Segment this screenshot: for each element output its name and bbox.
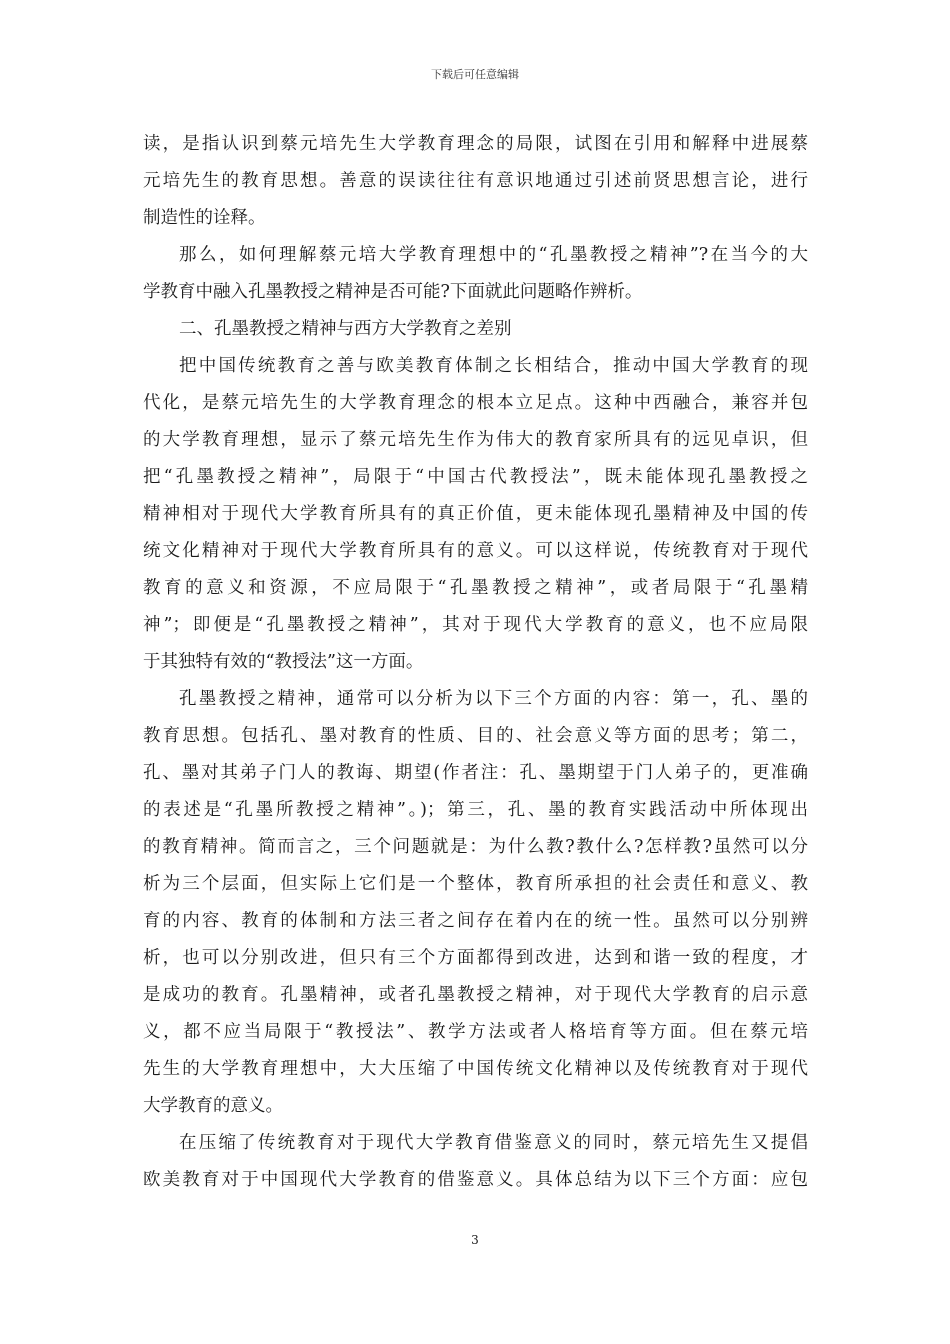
page-header: 下载后可任意编辑 [431, 68, 519, 81]
text-line: 把“孔墨教授之精神”，局限于“中国古代教授法”，既未能体现孔墨教授之 [143, 467, 808, 487]
text-line: 代化，是蔡元培先生的大学教育理念的根本立足点。这种中西融合，兼容并包 [143, 393, 808, 413]
text-line: 神”；即便是“孔墨教授之精神”，其对于现代大学教育的意义，也不应局限 [143, 615, 808, 635]
text-line: 育的内容、教育的体制和方法三者之间存在着内在的统一性。虽然可以分别辨 [143, 911, 808, 931]
text-line: 把中国传统教育之善与欧美教育体制之长相结合，推动中国大学教育的现 [179, 356, 808, 376]
text-line: 义，都不应当局限于“教授法”、教学方法或者人格培育等方面。但在蔡元培 [143, 1022, 808, 1042]
text-line: 于其独特有效的“教授法”这一方面。 [143, 652, 424, 672]
text-line: 学教育中融入孔墨教授之精神是否可能?下面就此问题略作辨析。 [143, 282, 643, 302]
text-line: 元培先生的教育思想。善意的误读往往有意识地通过引述前贤思想言论，进行 [143, 171, 808, 191]
text-line: 的大学教育理想，显示了蔡元培先生作为伟大的教育家所具有的远见卓识，但 [143, 430, 808, 450]
text-line: 那么，如何理解蔡元培大学教育理想中的“孔墨教授之精神”?在当今的大 [179, 245, 808, 265]
text-line: 是成功的教育。孔墨精神，或者孔墨教授之精神，对于现代大学教育的启示意 [143, 985, 808, 1005]
text-line: 欧美教育对于中国现代大学教育的借鉴意义。具体总结为以下三个方面：应包 [143, 1170, 808, 1190]
text-line: 孔墨教授之精神，通常可以分析为以下三个方面的内容：第一，孔、墨的 [179, 689, 808, 709]
text-line: 析为三个层面，但实际上它们是一个整体，教育所承担的社会责任和意义、教 [143, 874, 808, 894]
section-heading: 二、孔墨教授之精神与西方大学教育之差别 [179, 319, 512, 339]
page-number: 3 [471, 1233, 479, 1247]
text-line: 大学教育的意义。 [143, 1096, 283, 1116]
text-line: 析，也可以分别改进，但只有三个方面都得到改进，达到和谐一致的程度，才 [143, 948, 808, 968]
text-line: 制造性的诠释。 [143, 208, 266, 228]
text-line: 精神相对于现代大学教育所具有的真正价值，更未能体现孔墨精神及中国的传 [143, 504, 808, 524]
body-text [143, 126, 808, 1199]
text-line: 孔、墨对其弟子门人的教诲、期望(作者注：孔、墨期望于门人弟子的，更准确 [143, 763, 808, 783]
text-line: 教育思想。包括孔、墨对教育的性质、目的、社会意义等方面的思考；第二， [143, 726, 808, 746]
text-line: 读，是指认识到蔡元培先生大学教育理念的局限，试图在引用和解释中进展蔡 [143, 134, 808, 154]
text-line: 的表述是“孔墨所教授之精神”。)；第三，孔、墨的教育实践活动中所体现出 [143, 800, 808, 820]
text-line: 在压缩了传统教育对于现代大学教育借鉴意义的同时，蔡元培先生又提倡 [179, 1133, 808, 1153]
text-line: 统文化精神对于现代大学教育所具有的意义。可以这样说，传统教育对于现代 [143, 541, 808, 561]
text-line: 先生的大学教育理想中，大大压缩了中国传统文化精神以及传统教育对于现代 [143, 1059, 808, 1079]
text-line: 教育的意义和资源，不应局限于“孔墨教授之精神”，或者局限于“孔墨精 [143, 578, 808, 598]
text-line: 的教育精神。简而言之，三个问题就是：为什么教?教什么?怎样教?虽然可以分 [143, 837, 808, 857]
